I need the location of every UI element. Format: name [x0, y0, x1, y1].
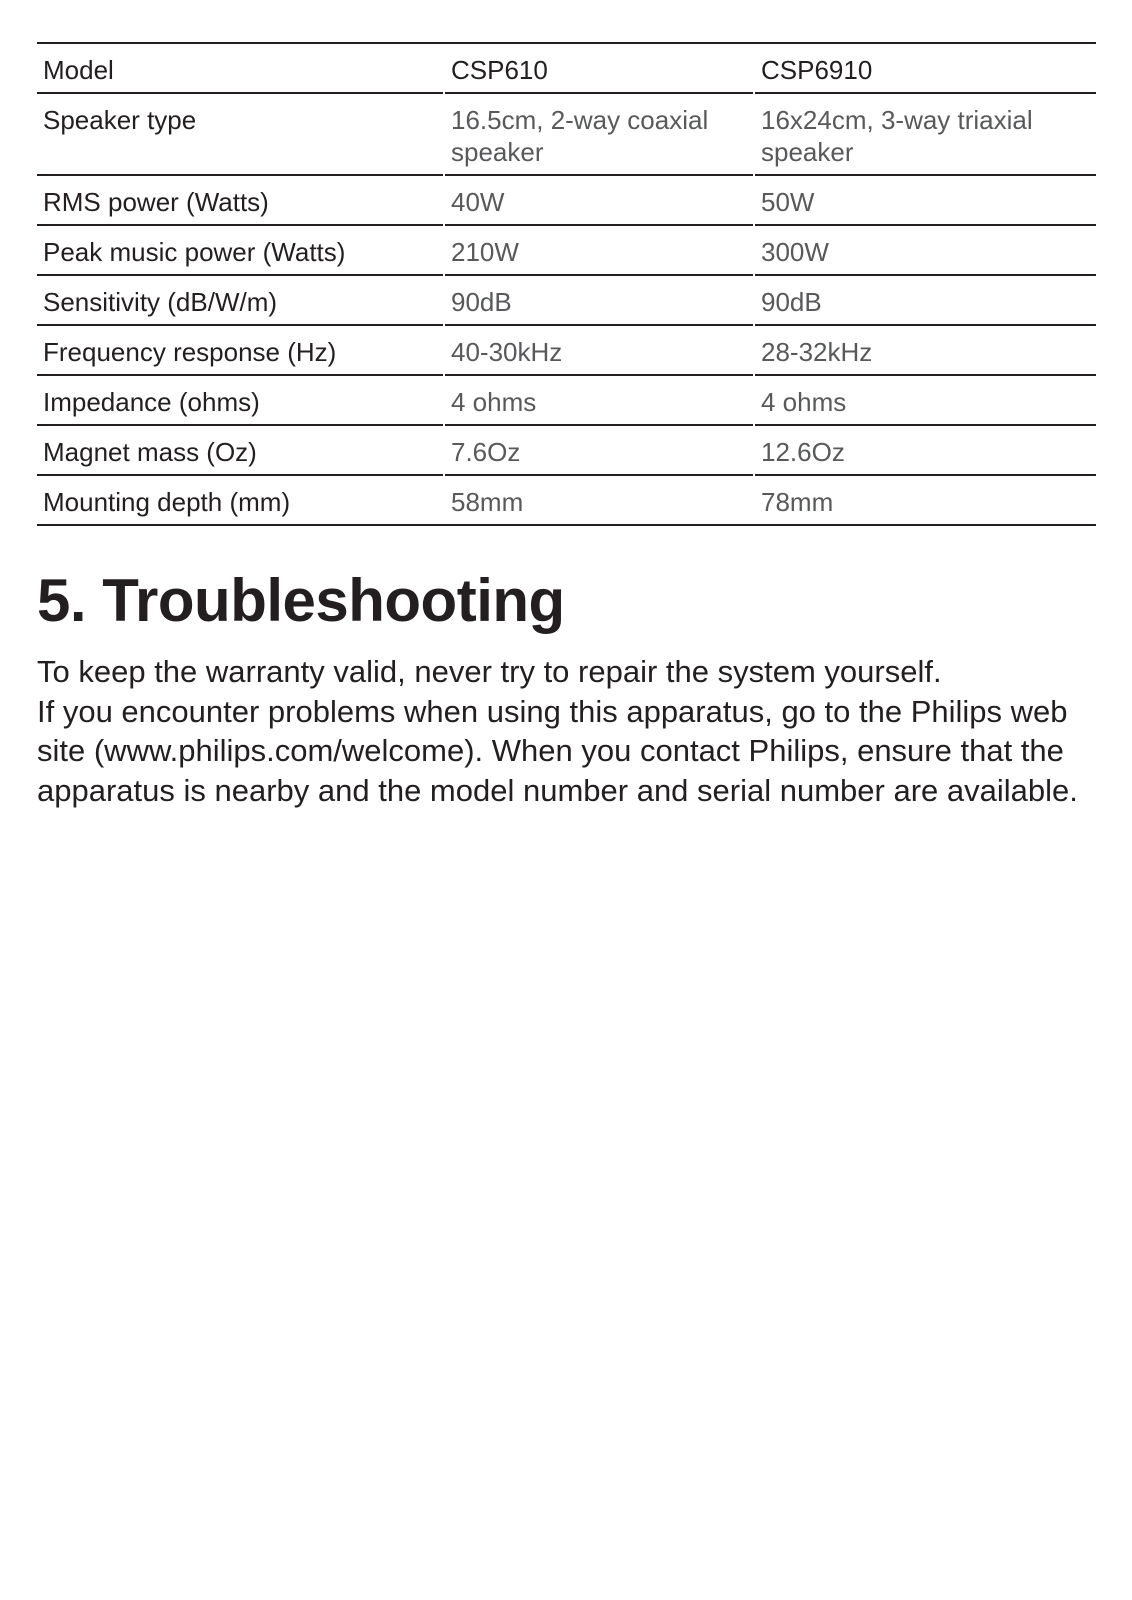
row-label: Mounting depth (mm) [37, 475, 444, 525]
row-value: 7.6Oz [444, 425, 754, 475]
row-value: 90dB [444, 275, 754, 325]
table-row [37, 325, 1096, 375]
header-model: Model [37, 43, 444, 93]
section-paragraph [37, 652, 1097, 810]
row-value: 4 ohms [444, 375, 754, 425]
specifications-table [37, 42, 1096, 526]
section-title: 5. Troubleshooting [37, 567, 565, 634]
row-label: Peak music power (Watts) [37, 225, 444, 275]
row-value: 28-32kHz [754, 325, 1096, 375]
row-label: Impedance (ohms) [37, 375, 444, 425]
row-value: 90dB [754, 275, 1096, 325]
row-value: 300W [754, 225, 1096, 275]
paragraph-line-contact: If you encounter problems when using this apparatus, go to the Philips web site (www.philips.com/welcome). When you contact Philips, ensure that the apparatus is nearby and the model number and serial number are available. [37, 693, 1078, 808]
header-model-1: CSP610 [444, 43, 754, 93]
row-value: 58mm [444, 475, 754, 525]
row-label: Speaker type [37, 93, 444, 175]
table-row [37, 275, 1096, 325]
row-value: 78mm [754, 475, 1096, 525]
table-row [37, 225, 1096, 275]
table-header-row [37, 43, 1096, 93]
table-row [37, 475, 1096, 525]
row-value: 12.6Oz [754, 425, 1096, 475]
row-value: 16x24cm, 3-way triaxial speaker [754, 93, 1096, 175]
table-row [37, 375, 1096, 425]
header-model-2: CSP6910 [754, 43, 1096, 93]
row-value: 4 ohms [754, 375, 1096, 425]
row-label: Sensitivity (dB/W/m) [37, 275, 444, 325]
row-value: 50W [754, 175, 1096, 225]
row-value: 210W [444, 225, 754, 275]
row-label: Magnet mass (Oz) [37, 425, 444, 475]
table-row [37, 175, 1096, 225]
row-label: Frequency response (Hz) [37, 325, 444, 375]
table-row [37, 93, 1096, 175]
row-value: 40W [444, 175, 754, 225]
table-row [37, 425, 1096, 475]
paragraph-line-warranty: To keep the warranty valid, never try to repair the system yourself. [37, 654, 942, 689]
row-value: 16.5cm, 2-way coaxial speaker [444, 93, 754, 175]
row-label: RMS power (Watts) [37, 175, 444, 225]
row-value: 40-30kHz [444, 325, 754, 375]
